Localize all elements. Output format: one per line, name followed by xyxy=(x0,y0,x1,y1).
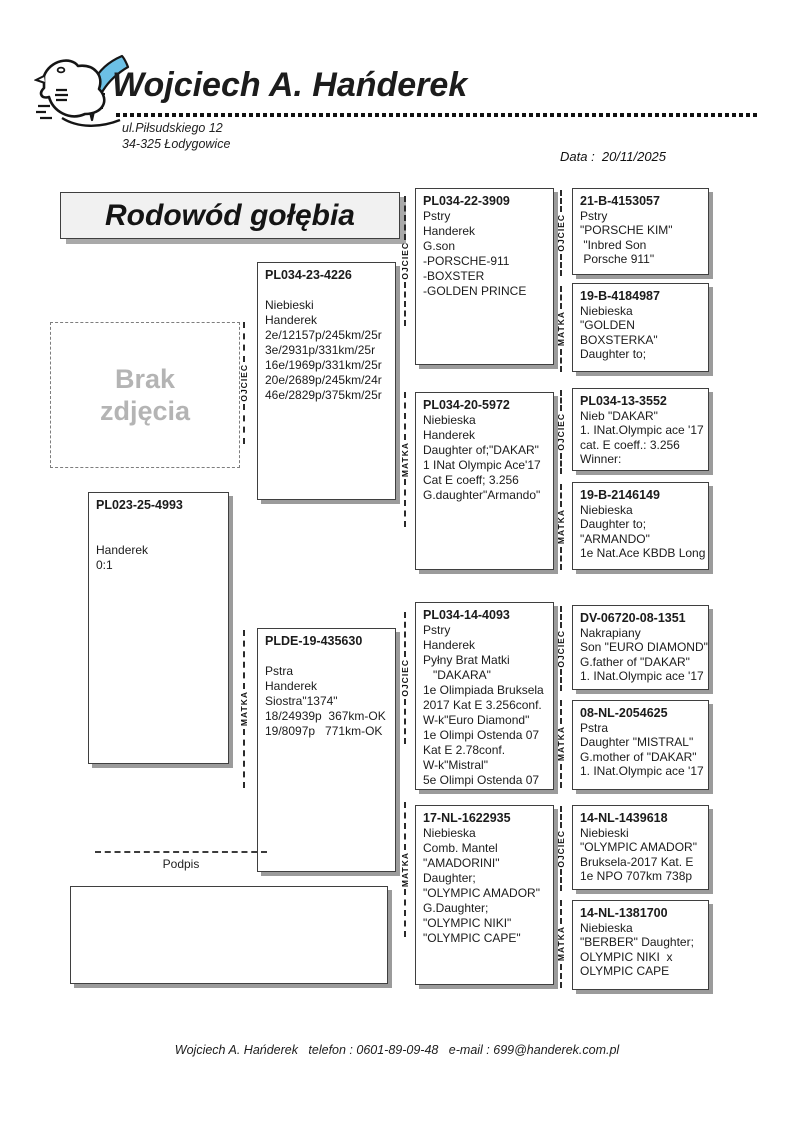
box-line: Daughter "MISTRAL" xyxy=(580,735,694,749)
dashed-line xyxy=(560,286,562,309)
ring-number: 19-B-2146149 xyxy=(580,488,660,502)
relation-label-father xyxy=(554,390,568,474)
photo-placeholder-line1: Brak xyxy=(114,364,176,394)
dashed-line xyxy=(560,869,562,891)
box-line: Daughter to; xyxy=(580,347,647,361)
box-line: "OLYMPIC NIKI" xyxy=(423,916,512,930)
box-line: "AMADORINI" xyxy=(423,856,500,870)
ring-number: PL034-13-3552 xyxy=(580,394,667,408)
box-line: OLYMPIC CAPE xyxy=(580,964,670,978)
dashed-line xyxy=(560,900,562,924)
dashed-line xyxy=(404,282,406,326)
box-line: Handerek xyxy=(265,679,318,693)
dashed-line xyxy=(560,764,562,788)
ring-number: 14-NL-1381700 xyxy=(580,906,668,920)
box-line: Siostra"1374" xyxy=(265,694,338,708)
box-line: 1e NPO 707km 738p xyxy=(580,869,693,883)
dashed-line xyxy=(243,322,245,362)
dashed-line xyxy=(560,453,562,474)
dashed-line xyxy=(404,889,406,937)
pedigree-box-mother xyxy=(257,628,396,872)
pedigree-box-fm xyxy=(415,392,554,570)
relation-label-text: OJCIEC xyxy=(239,364,249,402)
box-line: Comb. Mantel xyxy=(423,841,498,855)
box-line: BOXSTERKA" xyxy=(580,332,658,347)
relation-label-text: MATKA xyxy=(556,726,566,762)
box-line: 46e/2829p/375km/25r xyxy=(265,388,382,402)
dashed-line xyxy=(560,484,562,507)
dashed-line xyxy=(560,254,562,276)
box-line: G.daughter"Armando" xyxy=(423,488,541,502)
box-line: Niebieska xyxy=(580,303,633,318)
box-line: Niebieska xyxy=(580,502,633,517)
box-line: Niebieska xyxy=(423,413,476,427)
box-line: 2017 Kat E 3.256conf. xyxy=(423,698,542,712)
box-line: Pstry xyxy=(580,208,608,223)
pedigree-box-ffm xyxy=(572,283,709,372)
dashed-line xyxy=(560,700,562,724)
pedigree-box-mf xyxy=(415,602,554,790)
relation-label-text: OJCIEC xyxy=(556,829,566,868)
notes-box xyxy=(70,886,388,984)
box-line: Handerek xyxy=(96,543,149,557)
address-line-2: 34-325 Łodygowice xyxy=(122,137,231,151)
box-line: G.Daughter; xyxy=(423,901,489,915)
dashed-line xyxy=(560,806,562,828)
signature-line xyxy=(95,851,267,853)
box-line: -GOLDEN PRINCE xyxy=(423,284,527,298)
relation-label-mother xyxy=(398,392,412,527)
relation-label-text: OJCIEC xyxy=(556,413,566,451)
box-line: Pstry xyxy=(423,209,451,223)
pedigree-box-ff xyxy=(415,188,554,365)
box-line: Daughter to; xyxy=(580,517,647,531)
relation-label-text: MATKA xyxy=(556,311,566,347)
relation-label-text: OJCIEC xyxy=(556,629,566,668)
relation-label-text: MATKA xyxy=(556,926,566,962)
box-line: "BERBER" Daughter; xyxy=(580,935,694,949)
relation-label-father xyxy=(554,806,568,891)
box-line: Winner: xyxy=(580,452,622,466)
ring-number: PL034-22-3909 xyxy=(423,194,510,208)
box-line: W-k"Mistral" xyxy=(423,758,488,772)
dashed-line xyxy=(404,699,406,744)
dashed-line xyxy=(560,349,562,372)
dashed-line xyxy=(560,606,562,628)
dashed-line xyxy=(560,390,562,411)
box-line: G.mother of "DAKAR" xyxy=(580,749,697,764)
ring-number: PLDE-19-435630 xyxy=(265,634,363,648)
box-line: "OLYMPIC AMADOR" xyxy=(580,840,697,854)
box-line xyxy=(96,513,225,528)
ring-number: PL034-23-4226 xyxy=(265,268,352,282)
box-line: 1e Nat.Ace KBDB Long xyxy=(580,546,706,560)
box-line: Niebieska xyxy=(423,826,476,840)
box-line: Niebieska xyxy=(580,920,633,935)
box-line: Pstra xyxy=(265,664,294,678)
pedigree-box-mmf xyxy=(572,805,709,890)
box-line: 1. INat.Olympic ace '17 xyxy=(580,669,704,683)
ring-number: 08-NL-2054625 xyxy=(580,706,668,720)
box-line: OLYMPIC NIKI x xyxy=(580,949,673,964)
pedigree-box-father xyxy=(257,262,396,500)
dashed-line xyxy=(560,964,562,988)
relation-label-father xyxy=(554,606,568,691)
box-line: Nieb "DAKAR" xyxy=(580,408,658,423)
box-line: "GOLDEN xyxy=(580,318,635,332)
box-line: Pstry xyxy=(423,623,451,637)
relation-label-text: OJCIEC xyxy=(400,659,410,697)
relation-label-text: MATKA xyxy=(239,691,249,727)
pedigree-box-mm xyxy=(415,805,554,985)
box-line: Handerek xyxy=(423,638,476,652)
box-line: 1e Olimpiada Bruksela xyxy=(423,683,544,697)
box-line xyxy=(265,649,392,664)
box-line: -BOXSTER xyxy=(423,269,485,283)
box-line: Pstra xyxy=(580,720,609,735)
date-value: 20/11/2025 xyxy=(601,149,667,164)
box-line: 0:1 xyxy=(96,558,113,572)
photo-placeholder xyxy=(50,322,240,468)
pedigree-box-fmf xyxy=(572,388,709,471)
relation-label-father xyxy=(398,196,412,326)
relation-label-text: OJCIEC xyxy=(400,242,410,280)
box-line: Handerek xyxy=(265,313,318,327)
pedigree-box-fmm xyxy=(572,482,709,570)
box-line: G.son xyxy=(423,239,456,253)
relation-label-mother xyxy=(398,802,412,937)
dashed-line xyxy=(243,404,245,444)
ring-number: 14-NL-1439618 xyxy=(580,811,668,825)
box-line: 20e/2689p/245km/24r xyxy=(265,373,382,387)
box-line: Niebieski xyxy=(580,825,629,840)
box-line: 18/24939p 367km-OK xyxy=(265,709,386,723)
box-line: "ARMANDO" xyxy=(580,531,650,546)
dashed-line xyxy=(560,547,562,570)
box-line: Kat E 2.78conf. xyxy=(423,743,506,757)
ring-number: 21-B-4153057 xyxy=(580,194,660,208)
relation-label-text: MATKA xyxy=(556,509,566,545)
dashed-line xyxy=(560,190,562,212)
box-line: Handerek xyxy=(423,224,476,238)
footer-contact: Wojciech A. Hańderek telefon : 0601-89-09-48 e-mail : 699@handerek.com.pl xyxy=(174,1043,620,1057)
dashed-line xyxy=(404,612,406,657)
ring-number: DV-06720-08-1351 xyxy=(580,611,686,625)
box-line: Daughter; xyxy=(423,871,476,885)
relation-label-mother xyxy=(237,630,251,788)
ring-number: 17-NL-1622935 xyxy=(423,811,511,825)
relation-label-father xyxy=(554,190,568,276)
pedigree-box-mfm xyxy=(572,700,709,790)
date-label: Data : xyxy=(560,149,602,164)
box-line: G.father of "DAKAR" xyxy=(580,654,690,669)
relation-label-text: MATKA xyxy=(400,851,410,888)
ring-number: 19-B-4184987 xyxy=(580,289,660,303)
box-line: Daughter of;"DAKAR" xyxy=(423,443,539,457)
box-line: 2e/12157p/245km/25r xyxy=(265,328,382,342)
signature-label: Podpis xyxy=(162,857,200,871)
box-line: W-k"Euro Diamond" xyxy=(423,713,530,727)
box-line: "PORSCHE KIM" xyxy=(580,223,673,237)
box-line: "DAKARA" xyxy=(423,668,491,682)
box-line: Son "EURO DIAMOND" xyxy=(580,640,708,654)
box-line: Porsche 911" xyxy=(580,252,655,266)
box-line: "OLYMPIC AMADOR" xyxy=(423,886,540,900)
box-line: Niebieski xyxy=(265,298,314,312)
dashed-line xyxy=(243,729,245,788)
relation-label-mother xyxy=(554,286,568,372)
box-line: 3e/2931p/331km/25r xyxy=(265,343,376,357)
ring-number: PL034-20-5972 xyxy=(423,398,510,412)
relation-label-text: OJCIEC xyxy=(556,214,566,252)
box-line: 1e Olimpi Ostenda 07 xyxy=(423,728,540,742)
pedigree-box-subject xyxy=(88,492,229,764)
relation-label-mother xyxy=(554,484,568,570)
dashed-line xyxy=(404,196,406,240)
box-line: Cat E coeff; 3.256 xyxy=(423,473,519,487)
relation-label-mother xyxy=(554,700,568,788)
box-line: "OLYMPIC CAPE" xyxy=(423,931,521,945)
box-line: 19/8097p 771km-OK xyxy=(265,724,383,738)
box-line: 1 INat Olympic Ace'17 xyxy=(423,458,541,472)
page-title: Rodowód gołębia xyxy=(60,192,400,239)
ring-number: PL023-25-4993 xyxy=(96,498,183,512)
relation-label-father xyxy=(237,322,251,444)
address-line-1: ul.Piłsudskiego 12 xyxy=(122,121,223,135)
box-line: 1. INat.Olympic ace '17 xyxy=(580,423,704,437)
box-line: 1. INat.Olympic ace '17 xyxy=(580,764,704,778)
box-line: 5e Olimpi Ostenda 07 xyxy=(423,773,540,787)
relation-label-text: MATKA xyxy=(400,441,410,478)
dashed-line xyxy=(404,802,406,850)
box-line: Bruksela-2017 Kat. E xyxy=(580,854,694,869)
name-underline xyxy=(116,113,758,117)
owner-name: Wojciech A. Hańderek xyxy=(112,66,468,104)
box-line: -PORSCHE-911 xyxy=(423,254,510,268)
dashed-line xyxy=(560,669,562,691)
ring-number: PL034-14-4093 xyxy=(423,608,510,622)
box-line xyxy=(96,528,225,543)
box-line: 16e/1969p/331km/25r xyxy=(265,358,382,372)
relation-label-mother xyxy=(554,900,568,988)
box-line: Nakrapiany xyxy=(580,625,641,640)
relation-label-father xyxy=(398,612,412,744)
dashed-line xyxy=(404,392,406,440)
pedigree-box-mff xyxy=(572,605,709,690)
date-row xyxy=(560,149,770,164)
pedigree-box-mmm xyxy=(572,900,709,990)
dashed-line xyxy=(243,630,245,689)
box-line: Handerek xyxy=(423,428,476,442)
box-line: Pyłny Brat Matki xyxy=(423,653,510,667)
box-line: "Inbred Son xyxy=(580,237,647,252)
pedigree-box-fff xyxy=(572,188,709,275)
photo-placeholder-line2: zdjęcia xyxy=(99,396,191,426)
dashed-line xyxy=(404,479,406,527)
box-line: cat. E coeff.: 3.256 xyxy=(580,437,680,452)
box-line xyxy=(265,283,392,298)
